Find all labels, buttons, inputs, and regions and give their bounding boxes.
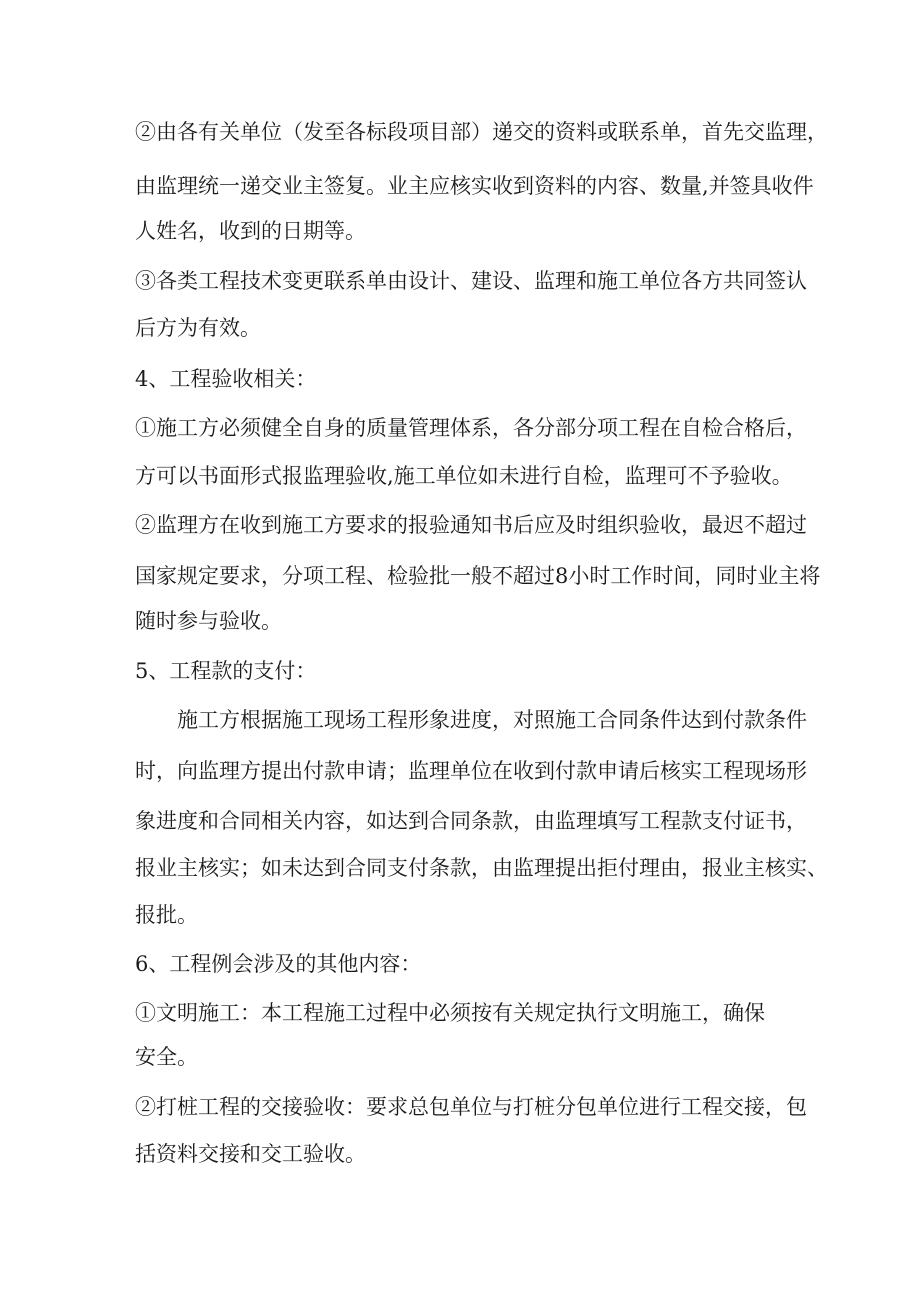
text-line: 人姓名，收到的日期等。 <box>135 219 366 243</box>
text-line: 后方为有效。 <box>135 316 261 340</box>
text-line: 由监理统一递交业主签复。业主应核实收到资料的内容、数量,并签具收件 <box>135 174 814 198</box>
text-line: 安全。 <box>135 1045 198 1069</box>
text-line: 象进度和合同相关内容，如达到合同条款，由监理填写工程款支付证书， <box>135 809 807 833</box>
text-line: ①施工方必须健全自身的质量管理体系，各分部分项工程在自检合格后， <box>135 416 807 440</box>
text-line: 施工方根据施工现场工程形象进度，对照施工合同条件达到付款条件 <box>177 708 807 732</box>
text-line: 括资料交接和交工验收。 <box>135 1142 366 1166</box>
text-line: 随时参与验收。 <box>135 609 282 633</box>
text-line: 时，向监理方提出付款申请；监理单位在收到付款申请后核实工程现场形 <box>135 759 807 783</box>
text-line: ①文明施工：本工程施工过程中必须按有关规定执行文明施工，确保 <box>135 1001 765 1025</box>
section-heading: 5、工程款的支付： <box>135 659 317 683</box>
text-line: ②由各有关单位（发至各标段项目部）递交的资料或联系单，首先交监理， <box>135 120 828 144</box>
text-line: 报业主核实；如未达到合同支付条款，由监理提出拒付理由，报业主核实、 <box>135 856 828 880</box>
section-heading: 4、工程验收相关： <box>135 367 317 391</box>
text-line: 国家规定要求，分项工程、检验批一般不超过8小时工作时间，同时业主将 <box>135 564 821 588</box>
text-line: 方可以书面形式报监理验收,施工单位如未进行自检，监理可不予验收。 <box>135 464 793 488</box>
text-line: 报批。 <box>135 903 198 927</box>
text-line: ③各类工程技术变更联系单由设计、建设、监理和施工单位各方共同签认 <box>135 269 807 293</box>
text-line: ②打桩工程的交接验收：要求总包单位与打桩分包单位进行工程交接，包 <box>135 1095 807 1119</box>
text-line: ②监理方在收到施工方要求的报验通知书后应及时组织验收，最迟不超过 <box>135 513 807 537</box>
section-heading: 6、工程例会涉及的其他内容： <box>135 952 422 976</box>
